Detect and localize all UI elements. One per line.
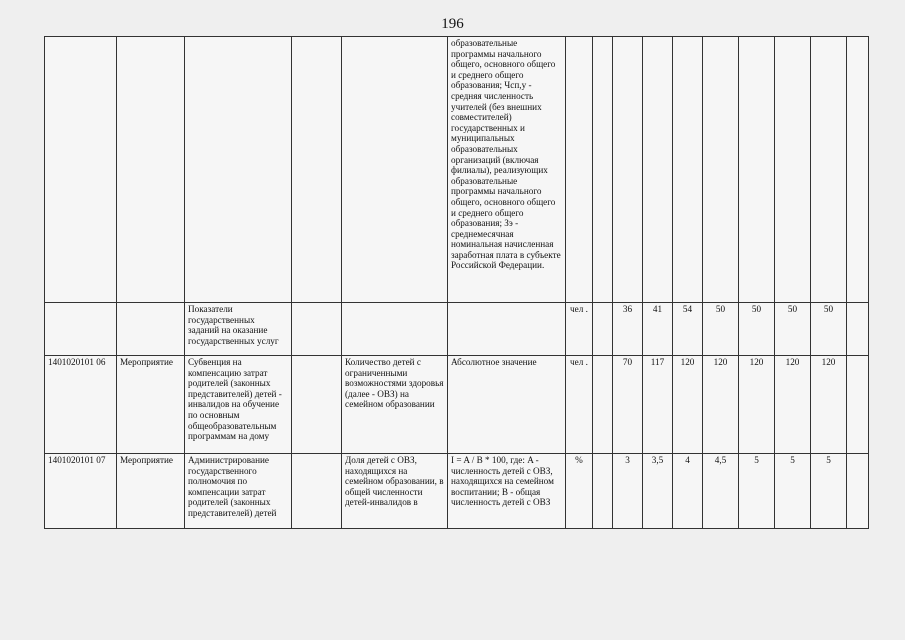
cell-value	[643, 37, 673, 303]
table-row	[45, 303, 869, 356]
cell-method	[448, 303, 566, 356]
cell-value: 120	[703, 356, 739, 454]
cell-value: 117	[643, 356, 673, 454]
cell-code: 1401020101 07	[45, 454, 117, 529]
cell-value	[847, 454, 869, 529]
table-row	[45, 356, 869, 454]
cell-value: 50	[739, 303, 775, 356]
cell-value: 5	[739, 454, 775, 529]
cell-value	[847, 303, 869, 356]
cell-value	[739, 37, 775, 303]
cell-blank	[292, 454, 342, 529]
cell-value: 120	[775, 356, 811, 454]
cell-unit: чел .	[566, 303, 593, 356]
cell-blank	[593, 37, 613, 303]
cell-value	[703, 37, 739, 303]
cell-code	[45, 37, 117, 303]
cell-type: Мероприятие	[117, 454, 185, 529]
cell-type	[117, 37, 185, 303]
cell-value	[847, 356, 869, 454]
cell-code: 1401020101 06	[45, 356, 117, 454]
cell-unit: чел .	[566, 356, 593, 454]
cell-value: 3	[613, 454, 643, 529]
cell-code	[45, 303, 117, 356]
cell-name: Администрирование государственного полномочия по компенсации затрат родителей (законных представителей) детей	[185, 454, 292, 529]
cell-blank	[292, 356, 342, 454]
table-row	[45, 454, 869, 529]
cell-method: Абсолютное значение	[448, 356, 566, 454]
cell-value: 41	[643, 303, 673, 356]
cell-indicator	[342, 303, 448, 356]
cell-value: 120	[739, 356, 775, 454]
cell-value: 3,5	[643, 454, 673, 529]
cell-value: 54	[673, 303, 703, 356]
cell-value: 50	[703, 303, 739, 356]
cell-value: 120	[811, 356, 847, 454]
cell-value: 5	[811, 454, 847, 529]
cell-value	[613, 37, 643, 303]
page-number: 196	[441, 16, 464, 32]
indicators-table	[44, 36, 869, 529]
cell-value: 50	[811, 303, 847, 356]
cell-indicator: Количество детей с ограниченными возможностями здоровья (далее - ОВЗ) на семейном образовании	[342, 356, 448, 454]
cell-value	[673, 37, 703, 303]
cell-indicator: Доля детей с ОВЗ, находящихся на семейном образовании, в общей численности детей-инвалидов в	[342, 454, 448, 529]
cell-blank	[292, 37, 342, 303]
cell-name: Показатели государственных заданий на оказание государственных услуг	[185, 303, 292, 356]
cell-value: 36	[613, 303, 643, 356]
cell-method: I = A / B * 100, где: A - численность детей с ОВЗ, находящихся на семейном воспитании; B - общая численность детей с ОВЗ	[448, 454, 566, 529]
cell-unit: %	[566, 454, 593, 529]
cell-method: образовательные программы начального общего, основного общего и среднего общего образования; Чсп,у - средняя численность учителей (без внешних совместителей) государственных и муниципальных образовательных организаций (включая филиалы), реализующих образовательные программы начального общего, основного общего и среднего общего образования; Зэ - среднемесячная номинальная начисленная заработная плата в субъекте Российской Федерации.	[448, 37, 566, 303]
cell-unit	[566, 37, 593, 303]
table-row	[45, 37, 869, 303]
cell-blank	[593, 303, 613, 356]
cell-value: 5	[775, 454, 811, 529]
cell-value: 70	[613, 356, 643, 454]
cell-blank	[292, 303, 342, 356]
cell-value	[775, 37, 811, 303]
cell-indicator	[342, 37, 448, 303]
cell-type: Мероприятие	[117, 356, 185, 454]
cell-value: 120	[673, 356, 703, 454]
cell-value: 4,5	[703, 454, 739, 529]
cell-value: 4	[673, 454, 703, 529]
cell-value	[847, 37, 869, 303]
cell-name	[185, 37, 292, 303]
cell-type	[117, 303, 185, 356]
cell-blank	[593, 356, 613, 454]
cell-value: 50	[775, 303, 811, 356]
cell-name: Субвенция на компенсацию затрат родителей (законных представителей) детей - инвалидов на обучение по основным общеобразовательным программам на дому	[185, 356, 292, 454]
cell-blank	[593, 454, 613, 529]
cell-value	[811, 37, 847, 303]
